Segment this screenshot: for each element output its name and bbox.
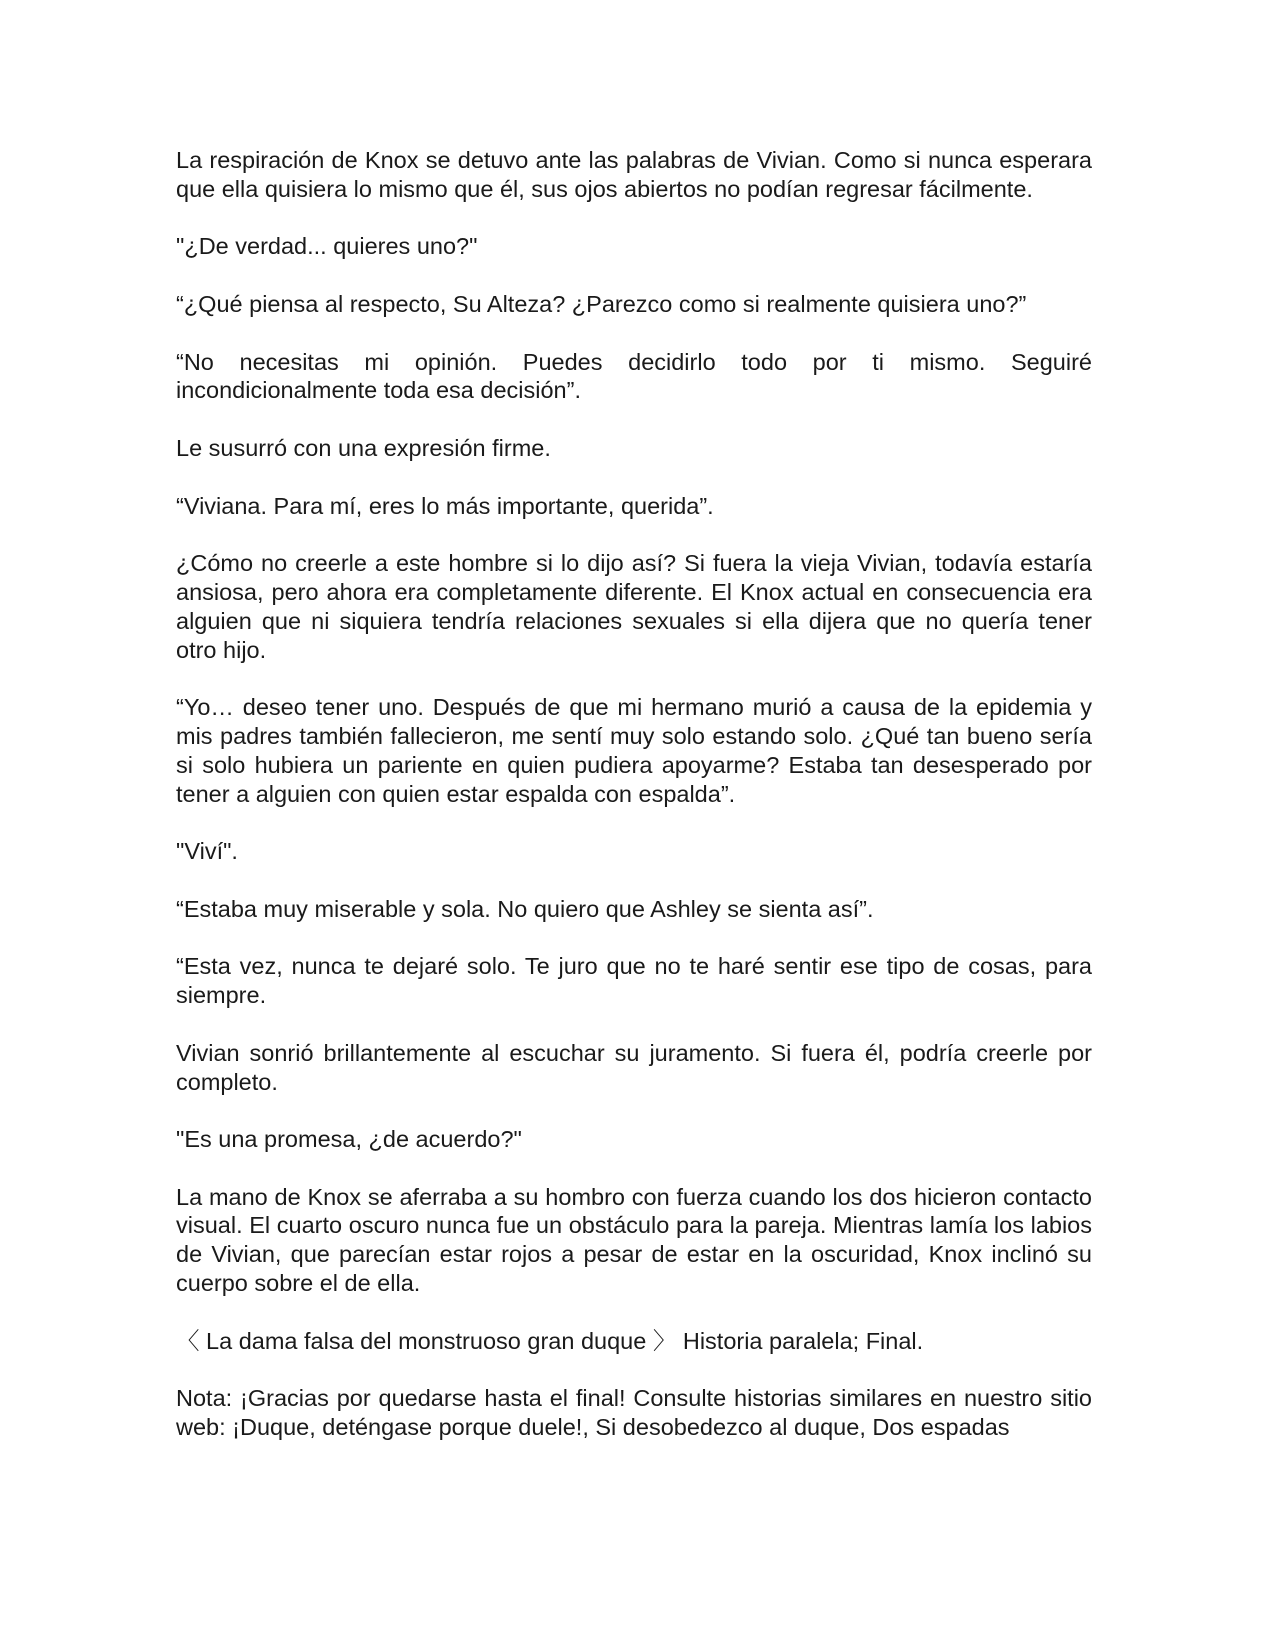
paragraph: Vivian sonrió brillantemente al escuchar su juramento. Si fuera él, podría creerle por completo. (176, 1039, 1092, 1095)
paragraph: “Yo… deseo tener uno. Después de que mi hermano murió a causa de la epidemia y mis padres también fallecieron, me sentí muy solo estando solo. ¿Qué tan bueno sería si solo hubiera un pariente en quien pudiera apoyarme? Estaba tan desesperado por tener a alguien con quien estar espalda con espalda”. (176, 694, 1092, 807)
paragraph: "Es una promesa, ¿de acuerdo?" (176, 1126, 522, 1153)
paragraph: La mano de Knox se aferraba a su hombro con fuerza cuando los dos hicieron contacto visual. El cuarto oscuro nunca fue un obstáculo para la pareja. Mientras lamía los labios de Vivian, que parecían estar rojos a pesar de estar en la oscuridad, Knox inclinó su cuerpo sobre el de ella. (176, 1183, 1092, 1297)
chapter-end-line: 〈 La dama falsa del monstruoso gran duque 〉 Historia paralela; Final. (176, 1327, 924, 1354)
document-body (176, 146, 1092, 1442)
paragraph: “No necesitas mi opinión. Puedes decidirlo todo por ti mismo. Seguiré incondicionalmente toda esa decisión”. (176, 348, 1092, 404)
paragraph: ¿Cómo no creerle a este hombre si lo dijo así? Si fuera la vieja Vivian, todavía estaría ansiosa, pero ahora era completamente diferente. El Knox actual en consecuencia era alguien que ni siquiera tendría relaciones sexuales si ella dijera que no quería tener otro hijo. (176, 550, 1092, 663)
translator-note: Nota: ¡Gracias por quedarse hasta el final! Consulte historias similares en nuestro sitio web: ¡Duque, deténgase porque duele!, Si desobedezco al duque, Dos espadas (176, 1385, 1092, 1441)
paragraph: "Viví". (176, 838, 238, 865)
paragraph: “Estaba muy miserable y sola. No quiero que Ashley se sienta así”. (176, 895, 874, 922)
paragraph: La respiración de Knox se detuvo ante las palabras de Vivian. Como si nunca esperara que ella quisiera lo mismo que él, sus ojos abiertos no podían regresar fácilmente. (176, 147, 1092, 202)
paragraph: “¿Qué piensa al respecto, Su Alteza? ¿Parezco como si realmente quisiera uno?” (176, 290, 1027, 317)
paragraph: “Viviana. Para mí, eres lo más importante, querida”. (176, 492, 714, 519)
paragraph: Le susurró con una expresión firme. (176, 434, 551, 461)
paragraph: “Esta vez, nunca te dejaré solo. Te juro que no te haré sentir ese tipo de cosas, para siempre. (176, 953, 1092, 1009)
paragraph: "¿De verdad... quieres uno?" (176, 233, 478, 260)
